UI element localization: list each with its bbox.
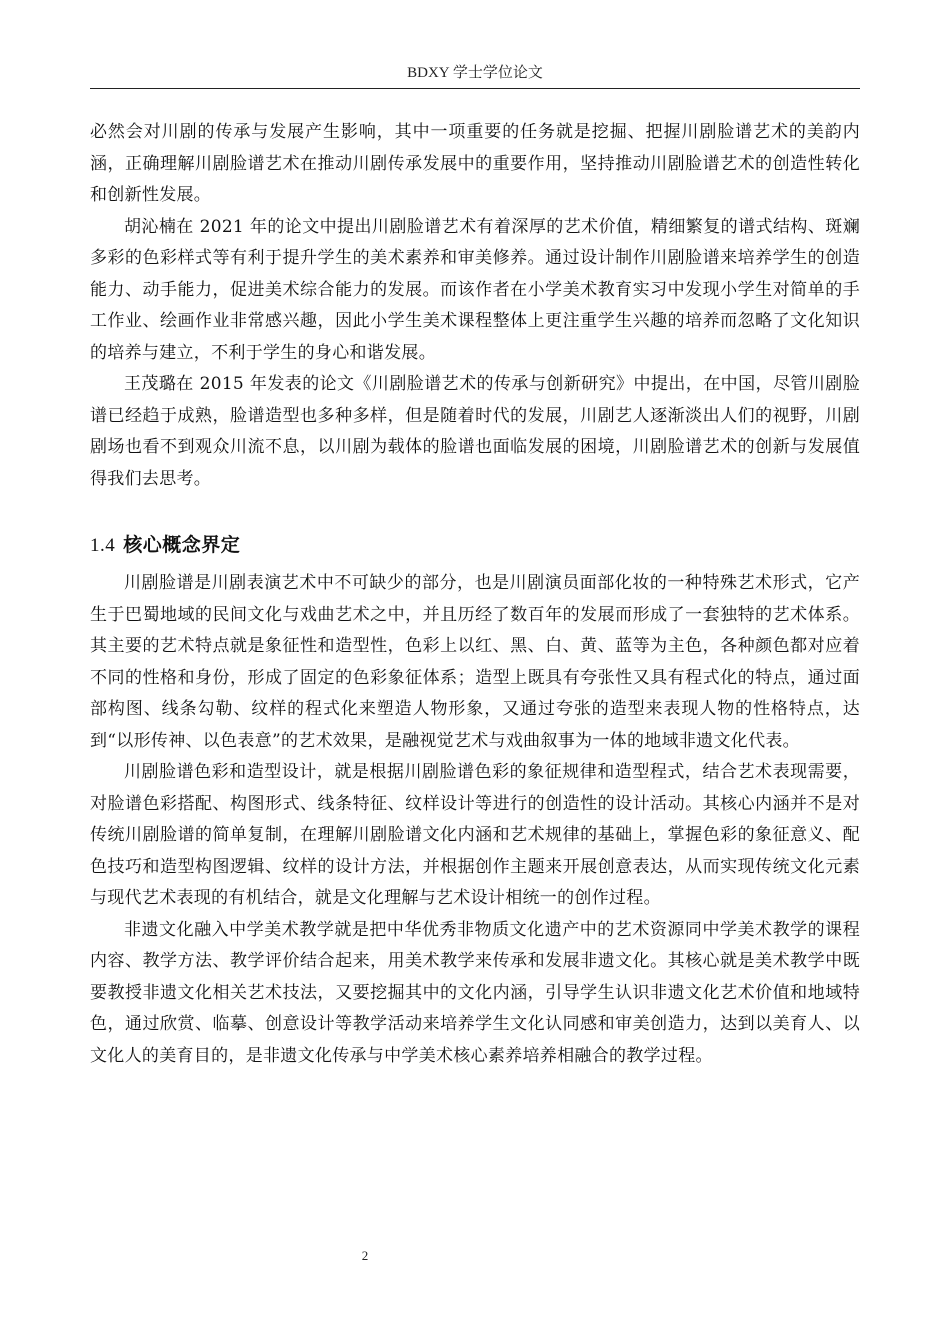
paragraph-heritage-teaching: 非遗文化融入中学美术教学就是把中华优秀非物质文化遗产中的艺术资源同中学美术教学的课程内容、教学方法、教学评价结合起来，用美术教学来传承和发展非遗文化。其核心就是美术教学中既要教授非遗文化相关艺术技法，又要挖掘其中的文化内涵，引导学生认识非遗文化艺术价值和地域特色，通过欣赏、临摹、创意设计等教学活动来培养学生文化认同感和审美创造力，达到以美育人、以文化人的美育目的，是非遗文化传承与中学美术核心素养培养相融合的教学过程。 [90,919,860,1066]
section-number: 1.4 [90,535,116,556]
paragraph-opera-masks: 川剧脸谱是川剧表演艺术中不可缺少的部分，也是川剧演员面部化妆的一种特殊艺术形式，它产生于巴蜀地域的民间文化与戏曲艺术之中，并且历经了数百年的发展而形成了一套独特的艺术体系。其主要的艺术特点就是象征性和造型性，色彩上以红、黑、白、黄、蓝等为主色，各种颜色都对应着不同的性格和身份，形成了固定的色彩象征体系；造型上既具有夸张性又具有程式化的特点，通过面部构图、线条勾勒、纹样的程式化来塑造人物形象，又通过夸张的造型来表现人物的性格特点，达到“以形传神、以色表意”的艺术效果，是融视觉艺术与戏曲叙事为一体的地域非遗文化代表。 [90,573,860,751]
page-number: 2 [361,1248,369,1263]
paragraph-continuation: 必然会对川剧的传承与发展产生影响，其中一项重要的任务就是挖掘、把握川剧脸谱艺术的美韵内涵，正确理解川剧脸谱艺术在推动川剧传承发展中的重要作用，坚持推动川剧脸谱艺术的创造性转化和创新性发展。 [90,122,860,205]
running-header: BDXY 学士学位论文 [407,65,543,81]
paragraph-hu-qinnan: 胡沁楠在 2021 年的论文中提出川剧脸谱艺术有着深厚的艺术价值，精细繁复的谱式结构、斑斓多彩的色彩样式等有利于提升学生的美术素养和审美修养。通过设计制作川剧脸谱来培养学生的创造能力、动手能力，促进美术综合能力的发展。而该作者在小学美术教育实习中发现小学生对简单的手工作业、绘画作业非常感兴趣，因此小学生美术课程整体上更注重学生兴趣的培养而忽略了文化知识的培养与建立，不利于学生的身心和谐发展。 [90,216,860,363]
section-title: 核心概念界定 [123,534,241,556]
paragraph-wang-maolu: 王茂璐在 2015 年发表的论文《川剧脸谱艺术的传承与创新研究》中提出，在中国，尽管川剧脸谱已经趋于成熟，脸谱造型也多种多样，但是随着时代的发展，川剧艺人逐渐淡出人们的视野，川剧剧场也看不到观众川流不息，以川剧为载体的脸谱也面临发展的困境，川剧脸谱艺术的创新与发展值得我们去思考。 [90,374,860,489]
body-text [90,117,860,1072]
paragraph-mask-design: 川剧脸谱色彩和造型设计，就是根据川剧脸谱色彩的象征规律和造型程式，结合艺术表现需要，对脸谱色彩搭配、构图形式、线条特征、纹样设计等进行的创造性的设计活动。其核心内涵并不是对传统川剧脸谱的简单复制，在理解川剧脸谱文化内涵和艺术规律的基础上，掌握色彩的象征意义、配色技巧和造型构图逻辑、纹样的设计方法，并根据创作主题来开展创意表达，从而实现传统文化元素与现代艺术表现的有机结合，就是文化理解与艺术设计相统一的创作过程。 [90,762,860,908]
header-divider [90,88,860,89]
section-heading [90,530,860,561]
